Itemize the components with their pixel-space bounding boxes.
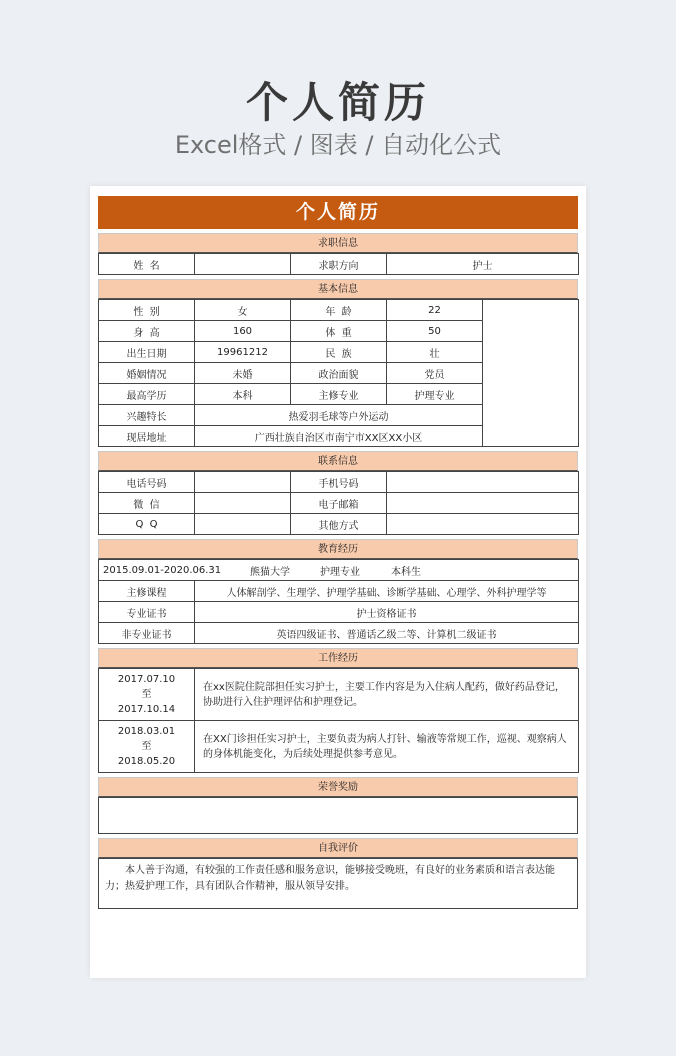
basic-label: 年 龄 <box>291 300 387 321</box>
section-job: 求职信息 <box>98 233 578 253</box>
work-end: 2018.05.20 <box>117 756 176 767</box>
work-desc[interactable]: 在xx医院住院部担任实习护士，主要工作内容是为入住病人配药，做好药品登记，协助进行入住护理评估和护理登记。 <box>195 669 579 721</box>
hobby-value[interactable]: 热爱羽毛球等户外运动 <box>195 405 483 426</box>
basic-label: 性 别 <box>99 300 195 321</box>
hero-subtitle: Excel格式 / 图表 / 自动化公式 <box>174 131 502 159</box>
contact-value[interactable] <box>195 493 291 514</box>
education-school: 熊猫大学 <box>250 566 290 578</box>
contact-label: 电子邮箱 <box>291 493 387 514</box>
basic-label: 最高学历 <box>99 384 195 405</box>
job-table <box>98 253 579 275</box>
education-degree: 本科生 <box>391 566 421 578</box>
resume-title: 个人简历 <box>98 196 578 229</box>
section-basic: 基本信息 <box>98 279 578 299</box>
basic-label: 体 重 <box>291 321 387 342</box>
contact-value[interactable] <box>387 472 579 493</box>
other-cert-label: 非专业证书 <box>99 623 195 644</box>
section-work: 工作经历 <box>98 648 578 668</box>
contact-label: 手机号码 <box>291 472 387 493</box>
basic-value[interactable]: 19961212 <box>195 342 291 363</box>
cert-value[interactable]: 护士资格证书 <box>195 602 579 623</box>
section-self-eval: 自我评价 <box>98 838 578 858</box>
work-item <box>99 669 579 721</box>
basic-value[interactable]: 党员 <box>387 363 483 384</box>
other-cert-value[interactable]: 英语四级证书、普通话乙级二等、计算机二级证书 <box>195 623 579 644</box>
basic-value[interactable]: 50 <box>387 321 483 342</box>
contact-value[interactable] <box>195 472 291 493</box>
work-start: 2017.07.10 <box>117 674 176 685</box>
self-eval-value[interactable] <box>99 859 578 909</box>
work-desc[interactable]: 在XX门诊担任实习护士，主要负责为病人打针、输液等常规工作，巡视、观察病人的身体机能变化，为后续处理提供参考意见。 <box>195 721 579 773</box>
name-value[interactable] <box>195 254 291 275</box>
work-start: 2018.03.01 <box>117 726 176 737</box>
basic-value[interactable]: 本科 <box>195 384 291 405</box>
section-education: 教育经历 <box>98 539 578 559</box>
basic-label: 民 族 <box>291 342 387 363</box>
self-eval-text: 本人善于沟通，有较强的工作责任感和服务意识，能够接受晚班，有良好的业务素质和语言表达能力；热爱护理工作，具有团队合作精神，服从领导安排。 <box>105 865 555 892</box>
basic-label: 身 高 <box>99 321 195 342</box>
hobby-label: 兴趣特长 <box>99 405 195 426</box>
education-summary[interactable] <box>99 560 579 581</box>
address-label: 现居地址 <box>99 426 195 447</box>
contact-label: 其他方式 <box>291 514 387 535</box>
section-honors: 荣誉奖励 <box>98 777 578 797</box>
basic-label: 政治面貌 <box>291 363 387 384</box>
basic-label: 出生日期 <box>99 342 195 363</box>
name-label: 姓 名 <box>99 254 195 275</box>
work-end: 2017.10.14 <box>117 704 176 715</box>
work-to: 至 <box>141 689 152 700</box>
basic-value[interactable]: 22 <box>387 300 483 321</box>
work-dates <box>99 721 195 773</box>
basic-value[interactable]: 壮 <box>387 342 483 363</box>
resume-sheet <box>98 196 578 909</box>
contact-value[interactable] <box>387 514 579 535</box>
honors-value[interactable] <box>99 798 578 834</box>
resume-paper <box>90 186 586 978</box>
work-dates <box>99 669 195 721</box>
work-to: 至 <box>141 741 152 752</box>
basic-value[interactable]: 未婚 <box>195 363 291 384</box>
education-period: 2015.09.01-2020.06.31 <box>103 564 222 576</box>
contact-value[interactable] <box>387 493 579 514</box>
basic-label: 婚姻情况 <box>99 363 195 384</box>
direction-label: 求职方向 <box>291 254 387 275</box>
basic-label: 主修专业 <box>291 384 387 405</box>
honors-table <box>98 797 578 834</box>
contact-label: 电话号码 <box>99 472 195 493</box>
work-item <box>99 721 579 773</box>
basic-value[interactable]: 160 <box>195 321 291 342</box>
education-major: 护理专业 <box>320 566 360 578</box>
section-contact: 联系信息 <box>98 451 578 471</box>
contact-table <box>98 471 579 535</box>
basic-value[interactable]: 护理专业 <box>387 384 483 405</box>
cert-label: 专业证书 <box>99 602 195 623</box>
basic-value[interactable]: 女 <box>195 300 291 321</box>
photo-cell[interactable] <box>483 300 579 447</box>
education-table <box>98 559 579 644</box>
self-eval-table <box>98 858 578 909</box>
address-value[interactable]: 广西壮族自治区市南宁市XX区XX小区 <box>195 426 483 447</box>
basic-table <box>98 299 579 447</box>
courses-label: 主修课程 <box>99 581 195 602</box>
contact-label: Q Q <box>99 514 195 535</box>
courses-value[interactable]: 人体解剖学、生理学、护理学基础、诊断学基础、心理学、外科护理学等 <box>195 581 579 602</box>
contact-label: 微 信 <box>99 493 195 514</box>
hero-title: 个人简历 <box>245 78 430 127</box>
work-table <box>98 668 579 773</box>
direction-value[interactable]: 护士 <box>387 254 579 275</box>
contact-value[interactable] <box>195 514 291 535</box>
